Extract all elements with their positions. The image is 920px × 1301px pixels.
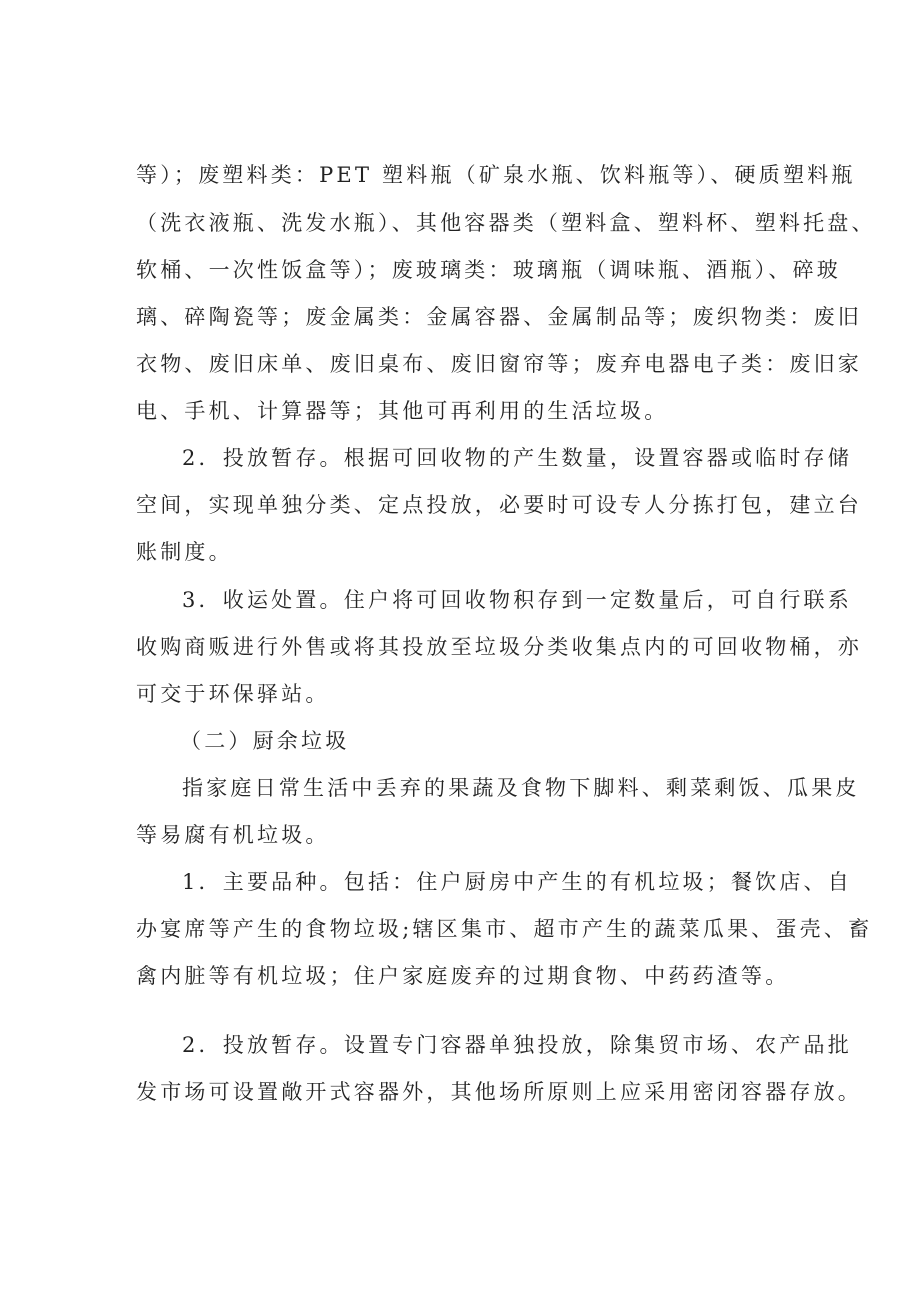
section-heading: （二）厨余垃圾 (180, 729, 350, 753)
paragraph-item-3-start: 3．收运处置。住户将可回收物积存到一定数量后，可自行联系 (182, 588, 852, 612)
text-line: 等）；废塑料类：PET 塑料瓶（矿泉水瓶、饮料瓶等）、硬质塑料瓶 (136, 163, 856, 187)
text-line: 账制度。 (136, 540, 233, 564)
paragraph-item-1-start: 1．主要品种。包括：住户厨房中产生的有机垃圾；餐饮店、自 (182, 870, 852, 894)
paragraph-item-2b-start: 2．投放暂存。设置专门容器单独投放，除集贸市场、农产品批 (182, 1033, 852, 1057)
text-line: 璃、碎陶瓷等；废金属类：金属容器、金属制品等；废织物类：废旧 (136, 305, 862, 329)
text-line: 禽内脏等有机垃圾；住户家庭废弃的过期食物、中药药渣等。 (136, 964, 790, 988)
text-line: 软桶、一次性饭盒等）；废玻璃类：玻璃瓶（调味瓶、酒瓶）、碎玻 (136, 258, 841, 282)
text-line: 发市场可设置敞开式容器外，其他场所原则上应采用密闭容器存放。 (136, 1080, 862, 1104)
text-line: 可交于环保驿站。 (136, 682, 330, 706)
text-line: （洗衣液瓶、洗发水瓶）、其他容器类（塑料盒、塑料杯、塑料托盘、 (136, 211, 876, 235)
paragraph-definition-start: 指家庭日常生活中丢弃的果蔬及食物下脚料、剩菜剩饭、瓜果皮 (182, 776, 860, 800)
paragraph-item-2-start: 2．投放暂存。根据可回收物的产生数量，设置容器或临时存储 (182, 446, 852, 470)
text-line: 收购商贩进行外售或将其投放至垃圾分类收集点内的可回收物桶，亦 (136, 635, 862, 659)
text-line: 衣物、废旧床单、废旧桌布、废旧窗帘等；废弃电器电子类：废旧家 (136, 352, 862, 376)
text-line: 空间，实现单独分类、定点投放，必要时可设专人分拣打包，建立台 (136, 493, 862, 517)
text-line: 办宴席等产生的食物垃圾;辖区集市、超市产生的蔬菜瓜果、蛋壳、畜 (136, 917, 873, 941)
text-line: 电、手机、计算器等；其他可再利用的生活垃圾。 (136, 399, 669, 423)
text-line: 等易腐有机垃圾。 (136, 823, 330, 847)
